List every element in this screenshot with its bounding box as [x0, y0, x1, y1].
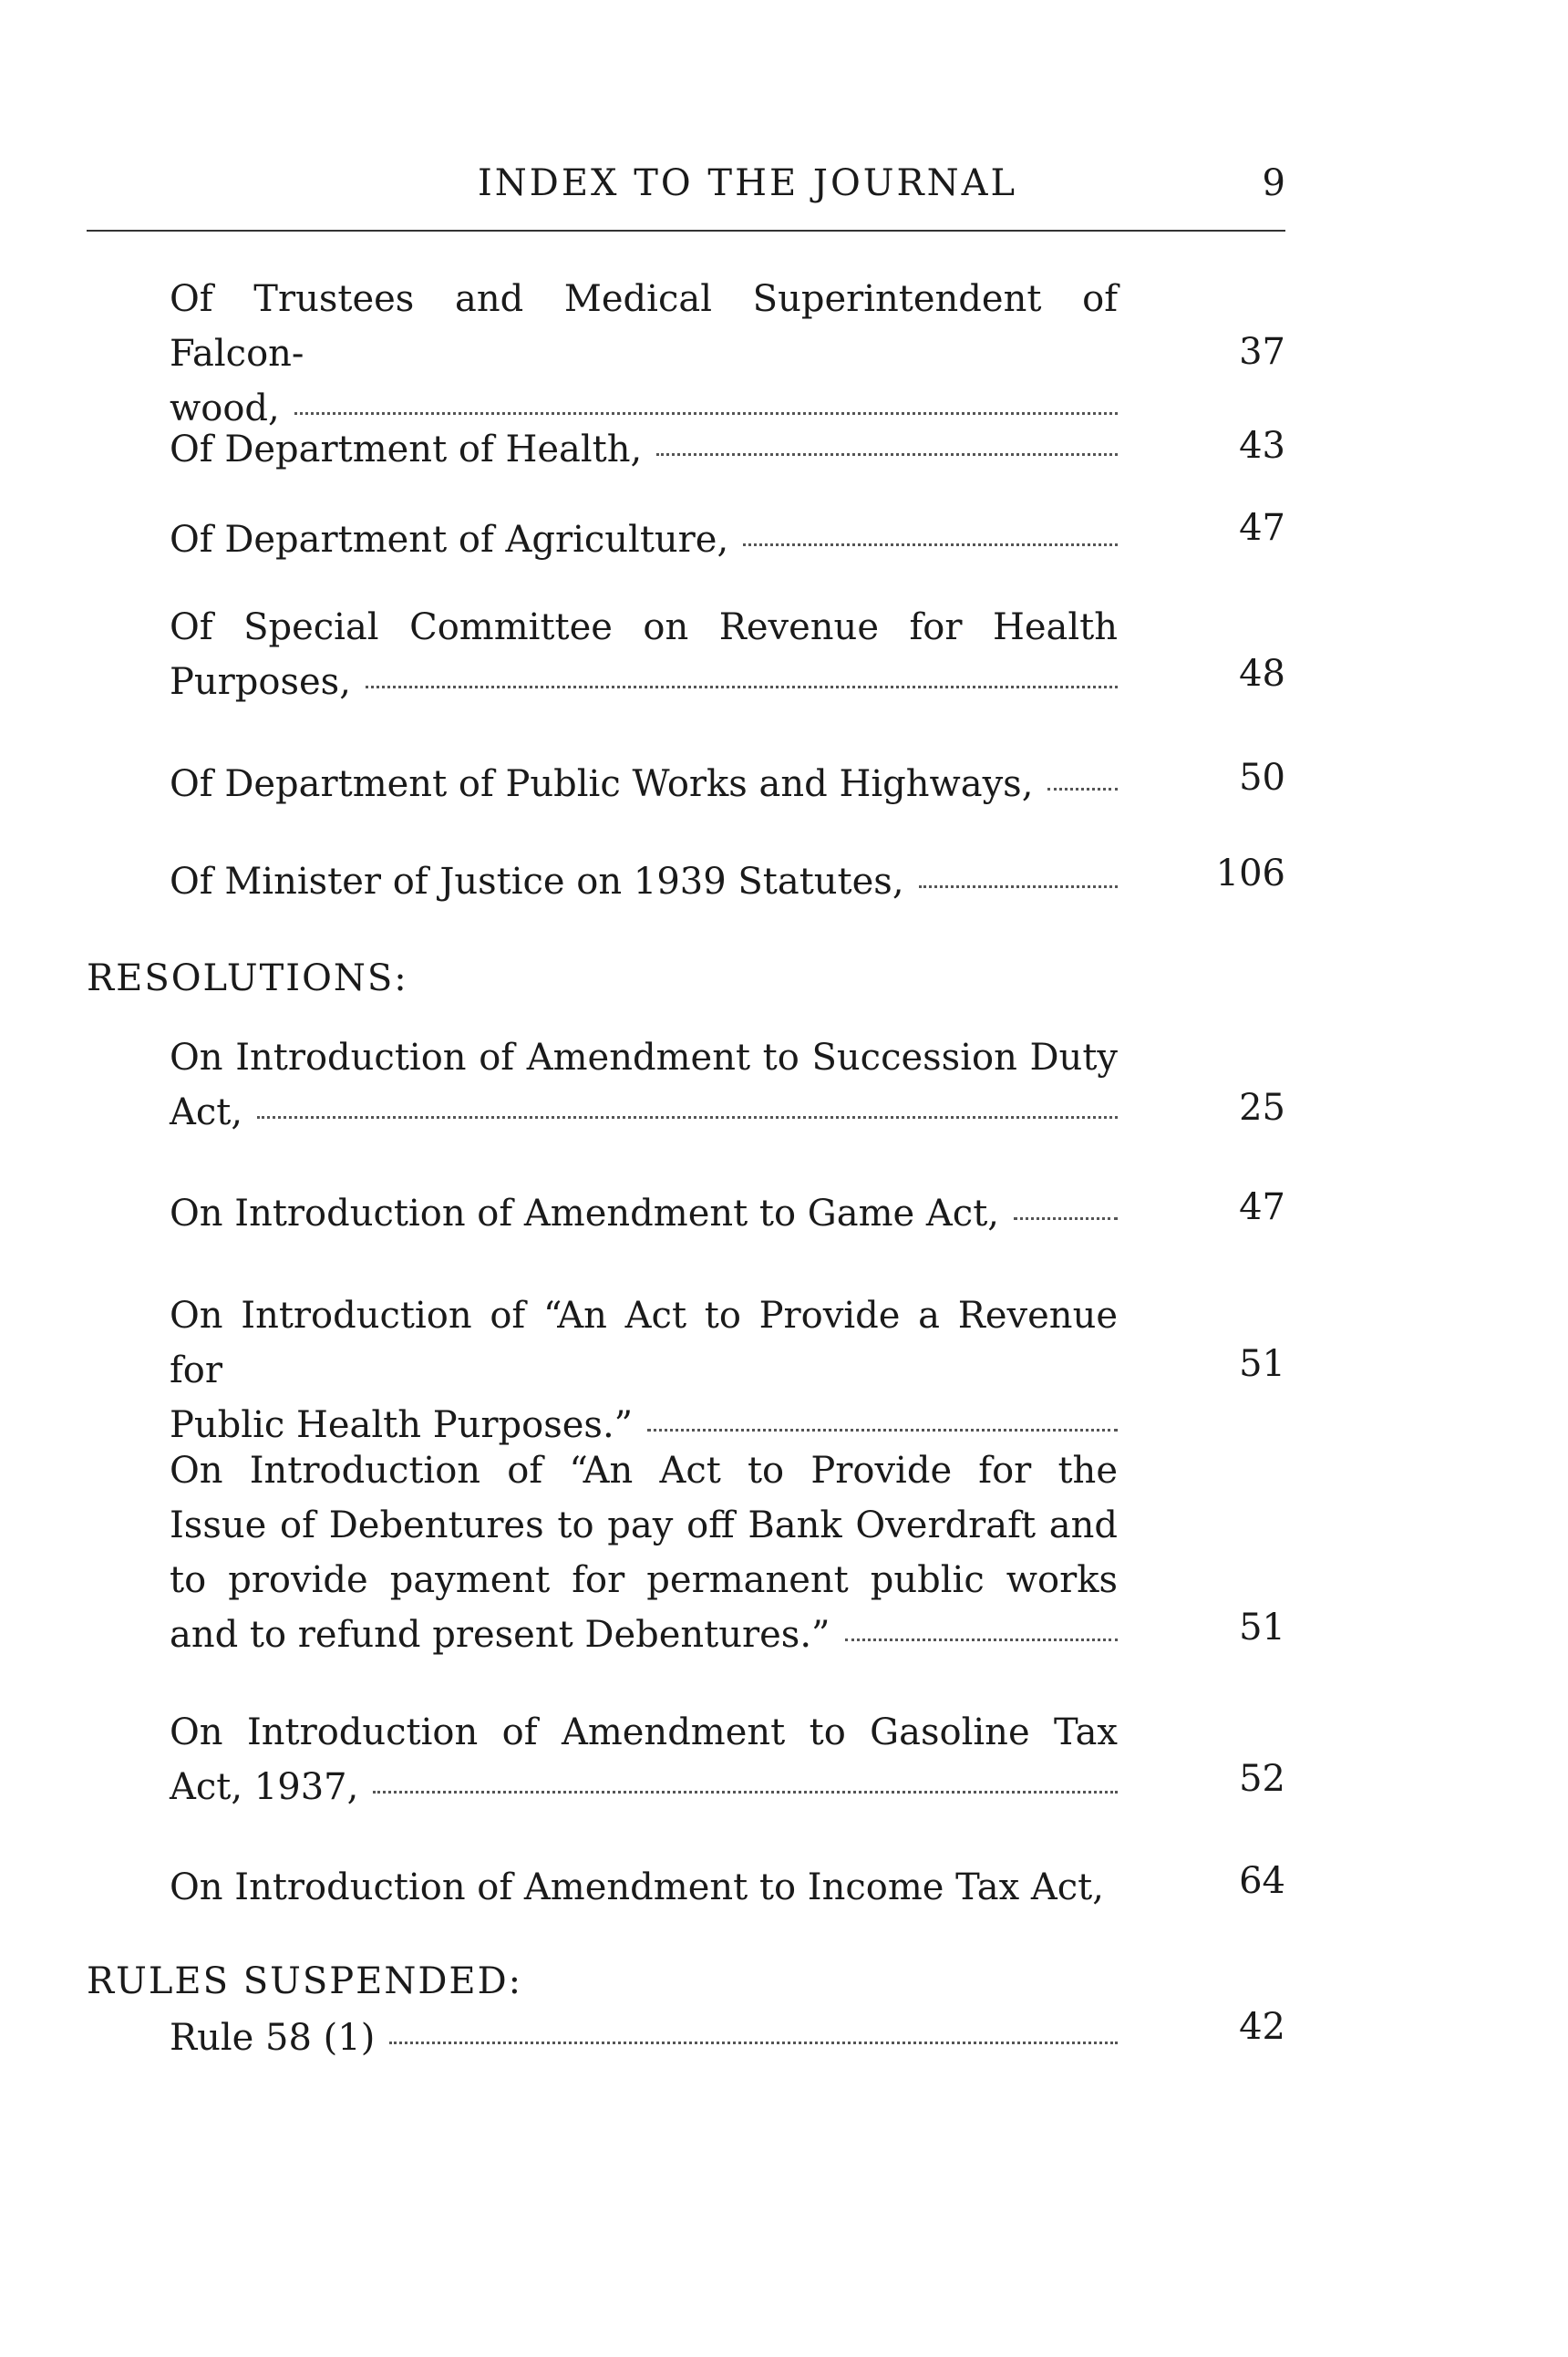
entry-text: On Introduction of Amendment to Game Act, [170, 1193, 999, 1235]
entry-page: 50 [1239, 757, 1285, 799]
page-header [87, 162, 1285, 217]
entry-line: On Introduction of “An Act to Provide a Revenue for [170, 1295, 1118, 1391]
entry-page: 106 [1215, 853, 1285, 894]
index-entry [170, 1288, 1118, 1452]
dot-leader [743, 543, 1118, 546]
entry-line: Of Trustees and Medical Superintendent of Falcon- [170, 278, 1118, 375]
dot-leader [647, 1429, 1118, 1432]
entry-last-line [170, 1760, 1118, 1814]
entry-text: On Introduction of Amendment to Income Tax Act, [170, 1866, 1104, 1908]
entry-last-line [170, 422, 1118, 477]
entry-page: 47 [1239, 507, 1285, 549]
section-heading-rules-suspended: RULES SUSPENDED: [87, 1960, 523, 2002]
entry-page: 42 [1239, 2006, 1285, 2048]
entry-text: Purposes, [170, 661, 351, 703]
entry-last-line [170, 1085, 1118, 1140]
dot-leader [919, 885, 1118, 888]
entry-page: 43 [1239, 425, 1285, 467]
index-entry [170, 1705, 1118, 1814]
page-number: 9 [1262, 162, 1285, 204]
entry-page: 48 [1239, 653, 1285, 695]
page-title: INDEX TO THE JOURNAL [477, 162, 1018, 204]
dot-leader [1047, 788, 1118, 791]
index-entry [170, 1030, 1118, 1140]
entry-page: 25 [1239, 1087, 1285, 1129]
dot-leader [294, 412, 1118, 415]
dot-leader [366, 686, 1118, 688]
entry-text: Public Health Purposes.” [170, 1404, 634, 1446]
entry-page: 52 [1239, 1758, 1285, 1800]
index-entry [170, 1186, 1118, 1241]
entry-last-line [170, 1860, 1118, 1915]
index-entry [170, 757, 1118, 812]
entry-line: On Introduction of “An Act to Provide for the [170, 1450, 1118, 1492]
dot-leader [257, 1116, 1118, 1119]
entry-text: Act, [170, 1091, 243, 1133]
entry-page: 47 [1239, 1186, 1285, 1228]
index-entry [170, 272, 1118, 436]
entry-line: Of Special Committee on Revenue for Health [170, 606, 1118, 648]
section-heading-resolutions: RESOLUTIONS: [87, 957, 408, 999]
index-entry [170, 512, 1118, 567]
entry-line: On Introduction of Amendment to Gasoline Tax [170, 1711, 1118, 1753]
entry-last-line [170, 655, 1118, 709]
dot-leader [845, 1639, 1119, 1641]
entry-text: Act, 1937, [170, 1766, 359, 1808]
entry-page: 64 [1239, 1860, 1285, 1902]
entry-last-line [170, 854, 1118, 909]
entry-page: 51 [1239, 1607, 1285, 1649]
entry-last-line [170, 1186, 1118, 1241]
index-entry [170, 600, 1118, 709]
entry-text: Of Department of Health, [170, 429, 643, 470]
entry-line: Issue of Debentures to pay off Bank Overdraft and [170, 1504, 1118, 1546]
index-entry [170, 1860, 1118, 1915]
dot-leader [1014, 1217, 1118, 1220]
entry-line: to provide payment for permanent public works [170, 1559, 1118, 1601]
entry-last-line [170, 1608, 1118, 1662]
header-rule [87, 230, 1285, 232]
dot-leader [389, 2042, 1118, 2044]
entry-text: Of Department of Agriculture, [170, 519, 729, 561]
dot-leader [656, 453, 1118, 456]
entry-last-line [170, 512, 1118, 567]
entry-text: Rule 58 (1) [170, 2017, 376, 2059]
entry-page: 37 [1239, 331, 1285, 373]
index-entry [170, 422, 1118, 477]
entry-text: wood, [170, 388, 280, 429]
entry-line: On Introduction of Amendment to Succession Duty [170, 1037, 1118, 1079]
index-entry [170, 1443, 1118, 1662]
entry-text: Of Minister of Justice on 1939 Statutes, [170, 861, 904, 903]
entry-page: 51 [1239, 1343, 1285, 1385]
entry-last-line [170, 2011, 1118, 2065]
dot-leader [373, 1791, 1118, 1794]
entry-text: and to refund present Debentures.” [170, 1614, 830, 1656]
index-entry [170, 854, 1118, 909]
entry-text: Of Department of Public Works and Highways, [170, 763, 1034, 805]
index-entry [170, 2011, 1118, 2065]
entry-last-line [170, 757, 1118, 812]
